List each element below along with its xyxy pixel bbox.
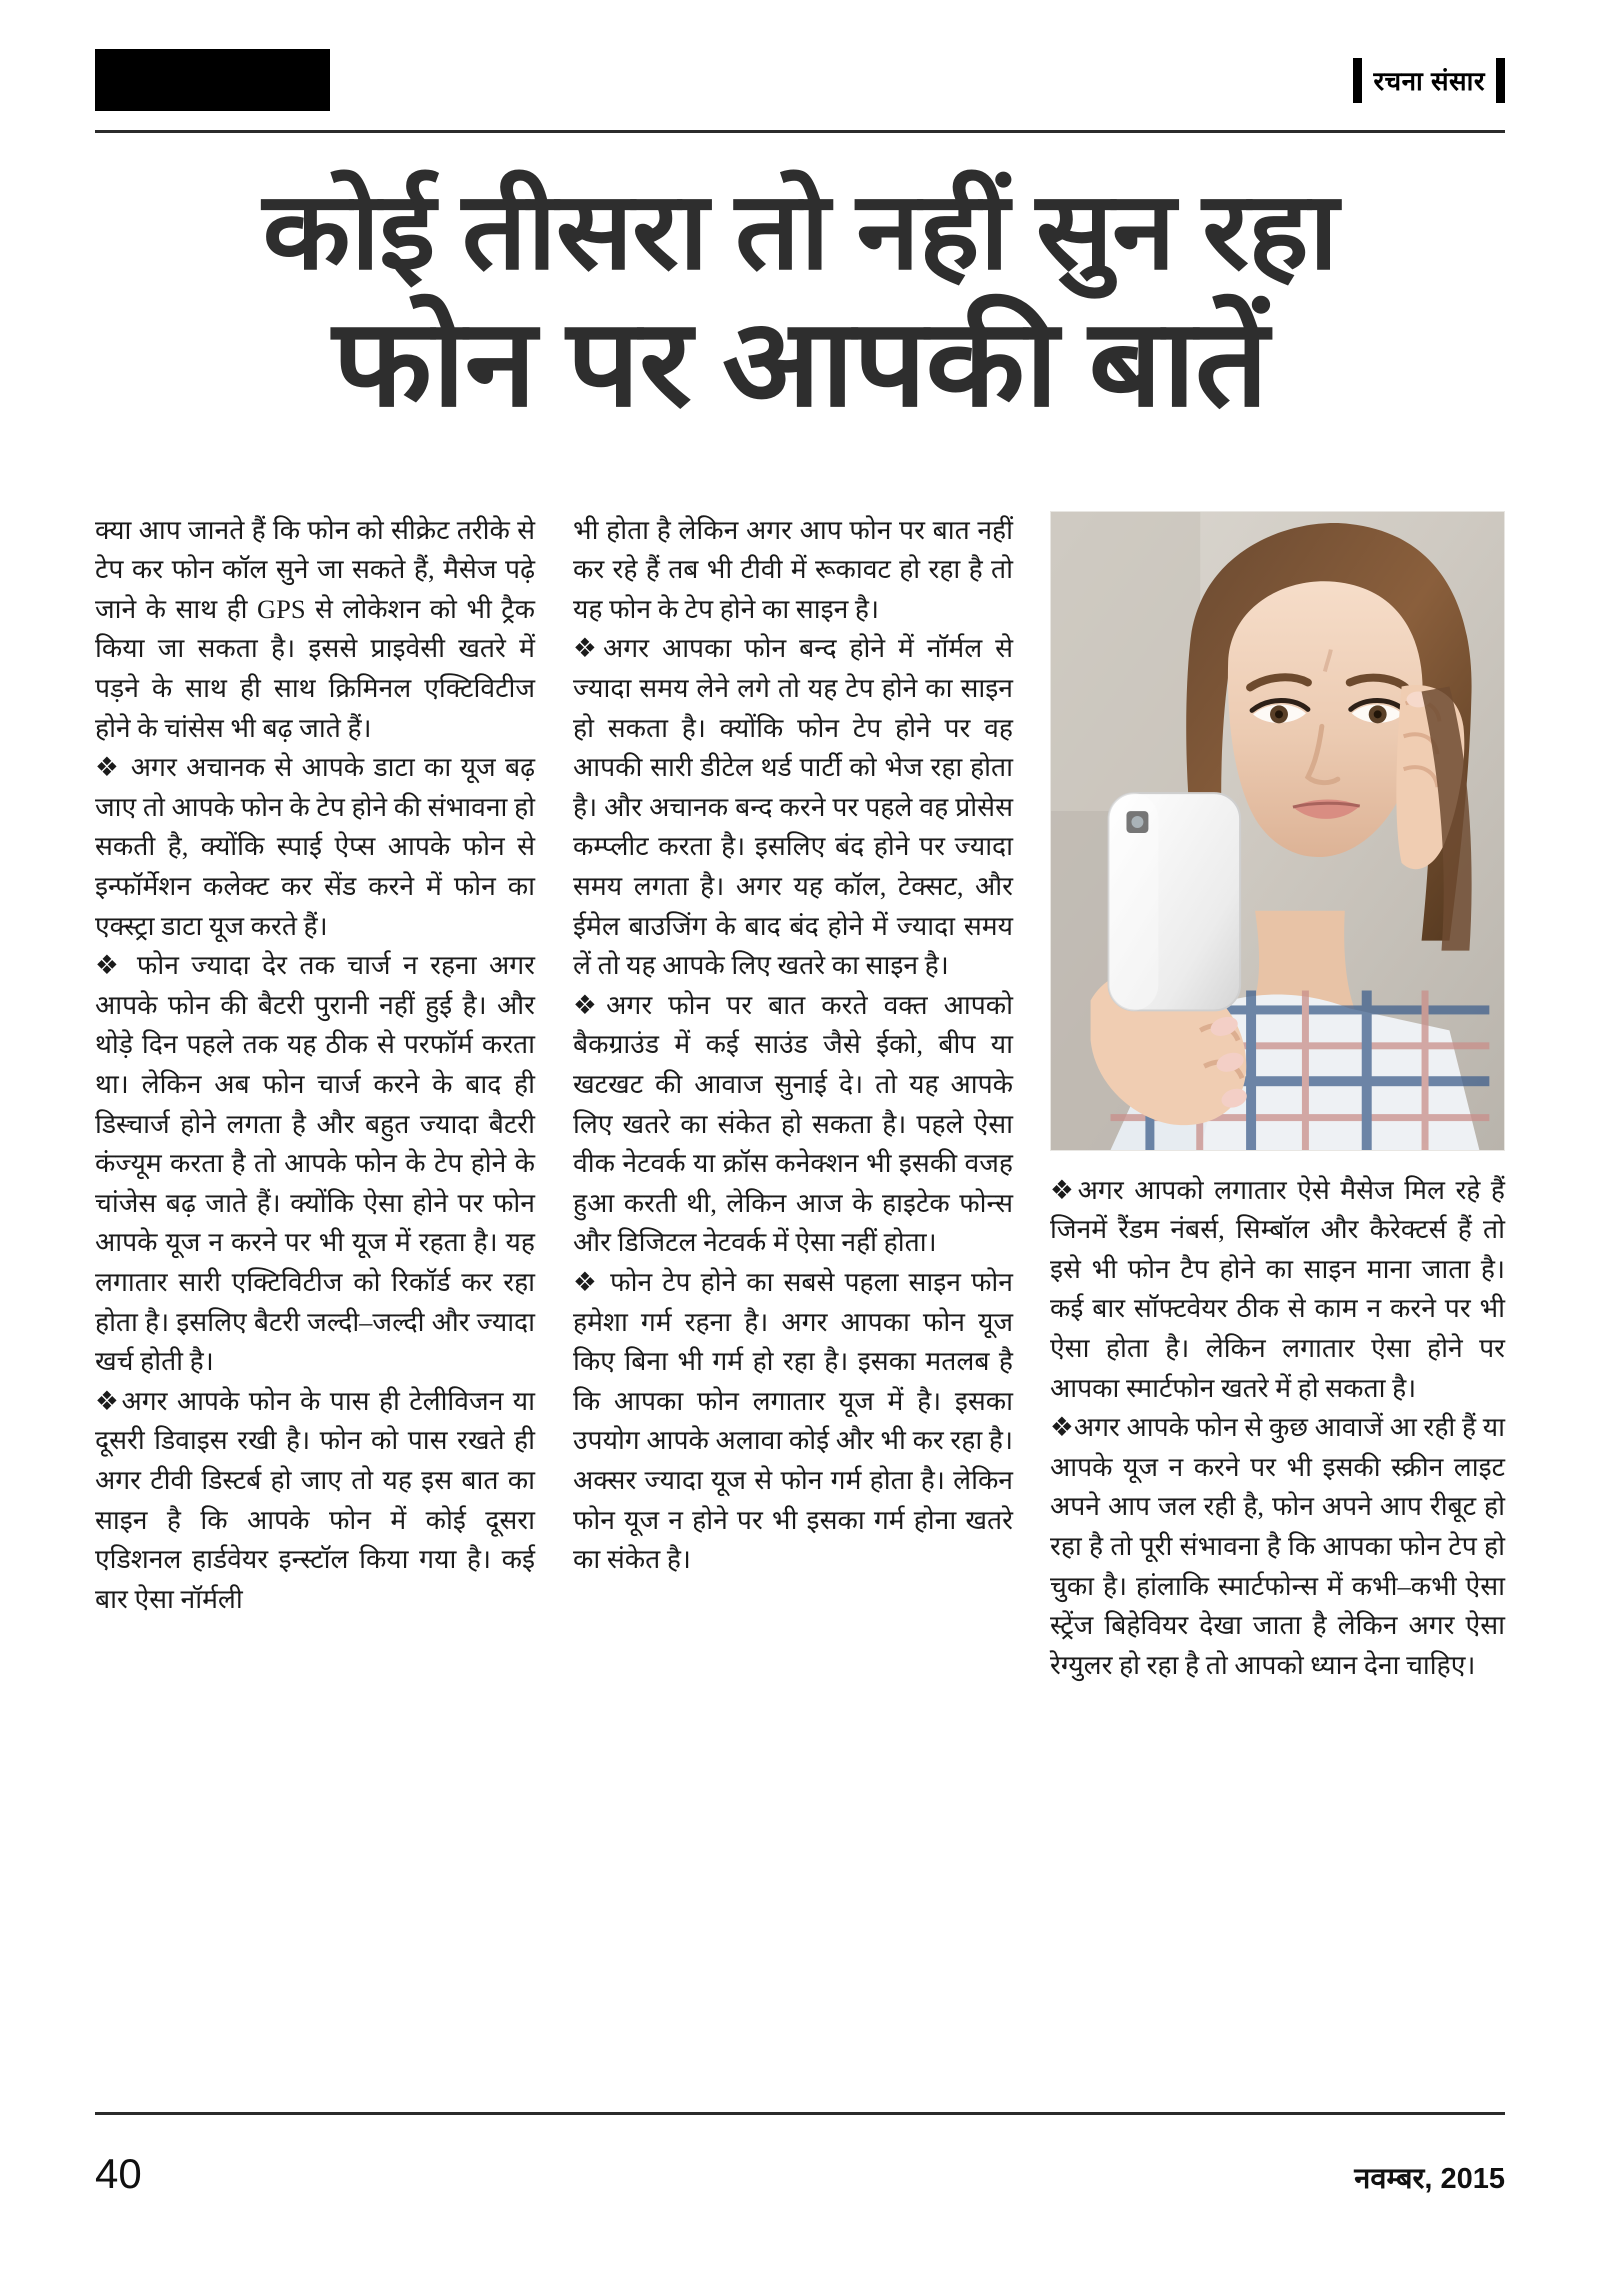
paragraph: क्या आप जानते हैं कि फोन को सीक्रेट तरीके से टेप कर फोन कॉल सुने जा सकते हैं, मैसेज पढ़े जाने के साथ ही GPS से लोकेशन को भी ट्रैक किया जा सकता है। इससे प्राइवेसी खतरे में पड़ने के साथ ही साथ क्रिमिनल एक्टिविटीज होने के चांसेस भी बढ़ जाते हैं। [95,514,535,743]
masthead [95,0,1505,112]
paragraph: ❖अगर आपके फोन से कुछ आवाजें आ रही हैं या आपके यूज न करने पर भी इसकी स्क्रीन लाइट अपने आप जल रही है, फोन अपने आप रीबूट हो रहा है तो पूरी संभावना है कि आपका फोन टेप हो चुका है। हांलाकि स्मार्टफोन्स में कभी–कभी ऐसा स्ट्रेंज बिहेवियर देखा जाता है लेकिन अगर ऐसा रेग्युलर हो रहा है तो आपको ध्यान देना चाहिए। [1050,1412,1505,1680]
tag-bar-right-icon [1496,58,1505,103]
paragraph: ❖अगर फोन पर बात करते वक्त आपको बैकग्राउंड में कई साउंड जैसे ईको, बीप या खटखट की आवाज सुनाई दे। तो यह आपके लिए खतरे का संकेत हो सकता है। पहले ऐसा वीक नेटवर्क या क्रॉस कनेक्शन भी इसकी वजह हुआ करती थी, लेकिन आज के हाइटेक फोन्स और डिजिटल नेटवर्क में ऐसा नहीं होता। [573,989,1013,1258]
paragraph: ❖ फोन टेप होने का सबसे पहला साइन फोन हमेशा गर्म रहना है। अगर आपका फोन यूज किए बिना भी गर्म हो रहा है। इसका मतलब है कि आपका फोन लगातार यूज में है। इसका उपयोग आपके अलावा कोई और भी कर रहा है। अक्सर ज्यादा यूज से फोन गर्म होता है। लेकिन फोन यूज न होने पर भी इसका गर्म होना खतरे का संकेत है। [573,1266,1013,1575]
section-tag-label: रचना संसार [1373,66,1485,96]
page-footer [95,2150,1505,2198]
paragraph: ❖अगर आपका फोन बन्द होने में नॉर्मल से ज्यादा समय लेने लगे तो यह टेप होने का साइन हो सकता है। क्योंकि फोन टेप होने पर वह आपकी सारी डीटेल थर्ड पार्टी को भेज रहा होता है। और अचानक बन्द करने पर पहले वह प्रोसेस कम्प्लीट करता है। इसलिए बंद होने पर ज्यादा समय लगता है। अगर यह कॉल, टेक्सट, और ईमेल बाउजिंग के बाद बंद होने में ज्यादा समय लें तो यह आपके लिए खतरे का साइन है। [573,633,1013,981]
paragraph: ❖अगर आपके फोन के पास ही टेलीविजन या दूसरी डिवाइस रखी है। फोन को पास रखते ही अगर टीवी डिस्टर्ब हो जाए तो यह इस बात का साइन है कि आपके फोन में कोई दूसरा एडिशनल हार्डवेयर इन्स्टॉल किया गया है। कई बार ऐसा नॉर्मली [95,1385,535,1614]
section-tag [1353,58,1505,103]
page-number: 40 [95,2150,142,2197]
masthead-logo-block [95,49,330,111]
headline-line-2: फोन पर आपकी बातें [332,296,1268,432]
tag-bar-left-icon [1353,58,1362,103]
article-photo [1050,511,1505,1151]
paragraph: ❖अगर आपको लगातार ऐसे मैसेज मिल रहे हैं जिनमें रैंडम नंबर्स, सिम्बॉल और कैरेक्टर्स हैं तो इसे भी फोन टैप होने का साइन माना जाता है। कई बार सॉफ्टवेयर ठीक से काम न करने पर भी ऐसा होता है। लेकिन लगातार ऐसा होने पर आपका स्मार्टफोन खतरे में हो सकता है। [1050,1174,1505,1403]
issue-date: नवम्बर, 2015 [1354,2163,1505,2195]
footer-divider [95,2112,1505,2115]
paragraph: ❖ फोन ज्यादा देर तक चार्ज न रहना अगर आपके फोन की बैटरी पुरानी नहीं हुई है। और थोड़े दिन पहले तक यह ठीक से परफॉर्म करता था। लेकिन अब फोन चार्ज करने के बाद ही डिस्चार्ज होने लगता है और बहुत ज्यादा बैटरी कंज्यूम करता है तो आपके फोन के टेप होने के चांजेस बढ़ जाते हैं। क्योंकि ऐसा होने पर फोन आपके यूज न करने पर भी यूज में रहता है। यह लगातार सारी एक्टिविटीज को रिकॉर्ड कर रहा होता है। इसलिए बैटरी जल्दी–जल्दी और ज्यादा खर्च होती है। [95,950,535,1377]
paragraph: भी होता है लेकिन अगर आप फोन पर बात नहीं कर रहे हैं तब भी टीवी में रूकावट हो रहा है तो यह फोन के टेप होने का साइन है। [573,514,1013,624]
body-column-1 [95,511,535,1620]
photo-illustration [1051,512,1504,1150]
body-column-2 [573,511,1013,1580]
article-body [95,511,1505,1901]
paragraph: ❖ अगर अचानक से आपके डाटा का यूज बढ़ जाए तो आपके फोन के टेप होने की संभावना हो सकती है, क्योंकि स्पाई ऐप्स आपके फोन से इन्फॉर्मेशन कलेक्ट कर सेंड करने में फोन का एक्स्ट्रा डाटा यूज करते हैं। [95,752,535,941]
article-headline [95,133,1505,437]
headline-line-1: कोई तीसरा तो नहीं सुन रहा [262,173,1338,292]
